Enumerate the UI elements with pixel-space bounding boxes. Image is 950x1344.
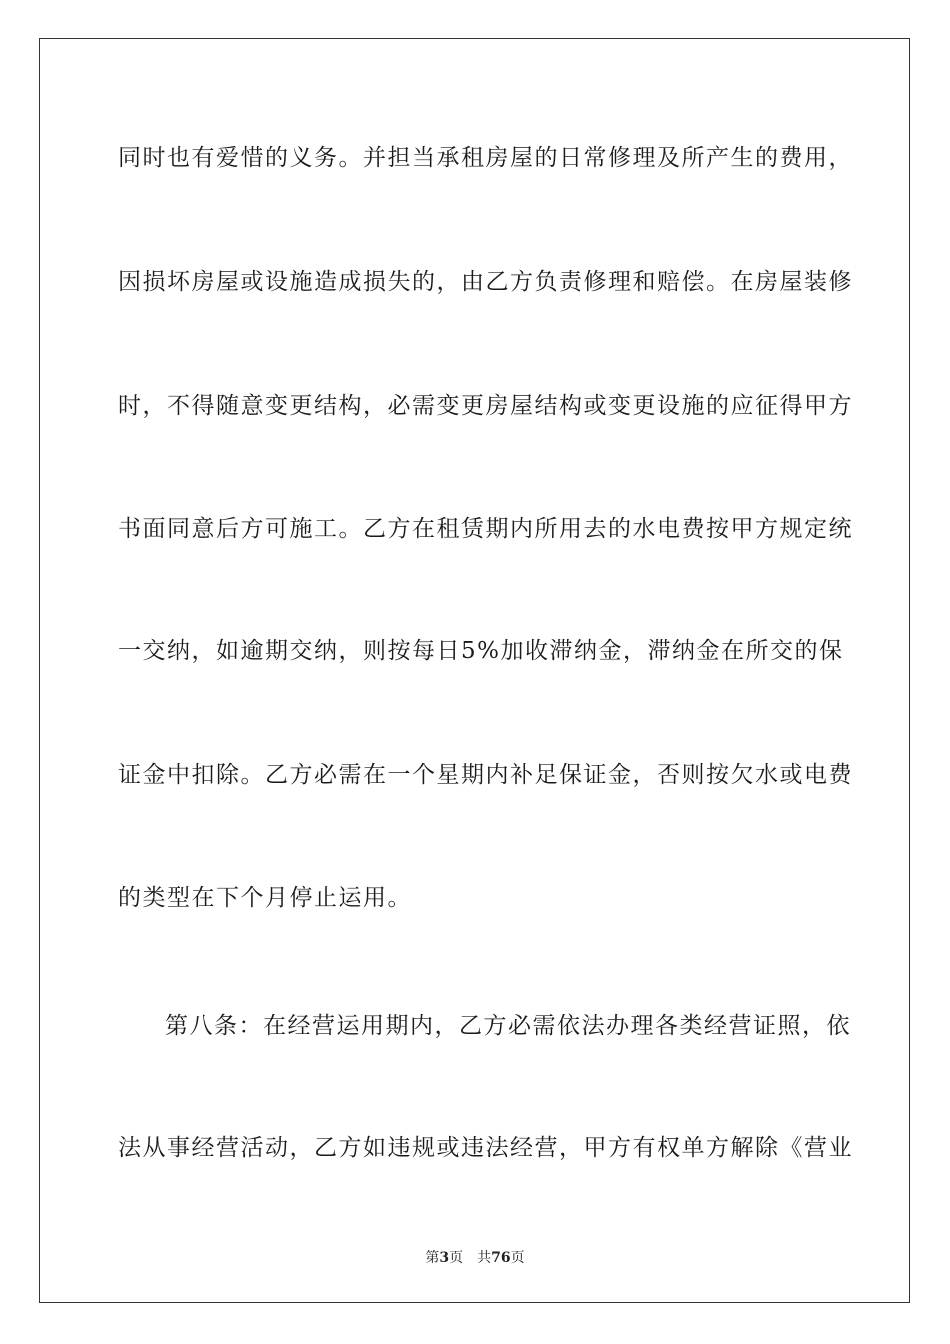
total-suffix: 页 [510, 1250, 525, 1266]
paragraph-line: 法从事经营活动，乙方如违规或违法经营，甲方有权单方解除《营业 [118, 1135, 853, 1161]
total-prefix: 共 [477, 1250, 492, 1266]
paragraph-line: 一交纳，如逾期交纳，则按每日5%加收滞纳金，滞纳金在所交的保 [118, 638, 844, 664]
page-footer [0, 1249, 950, 1267]
page-prefix: 第 [425, 1250, 440, 1266]
page-suffix: 页 [449, 1250, 464, 1266]
paragraph-line: 证金中扣除。乙方必需在一个星期内补足保证金，否则按欠水或电费 [118, 762, 853, 788]
total-pages: 76 [491, 1250, 511, 1266]
page-number: 3 [439, 1250, 450, 1266]
paragraph-line: 因损坏房屋或设施造成损失的，由乙方负责修理和赔偿。在房屋装修 [118, 269, 853, 295]
page-border [39, 38, 910, 1303]
paragraph-line: 书面同意后方可施工。乙方在租赁期内所用去的水电费按甲方规定统 [118, 516, 853, 542]
paragraph-line: 的类型在下个月停止运用。 [118, 885, 412, 911]
paragraph-line: 第八条：在经营运用期内，乙方必需依法办理各类经营证照，依 [165, 1013, 851, 1039]
paragraph-line: 同时也有爱惜的义务。并担当承租房屋的日常修理及所产生的费用， [118, 145, 853, 171]
paragraph-line: 时，不得随意变更结构，必需变更房屋结构或变更设施的应征得甲方 [118, 393, 853, 419]
